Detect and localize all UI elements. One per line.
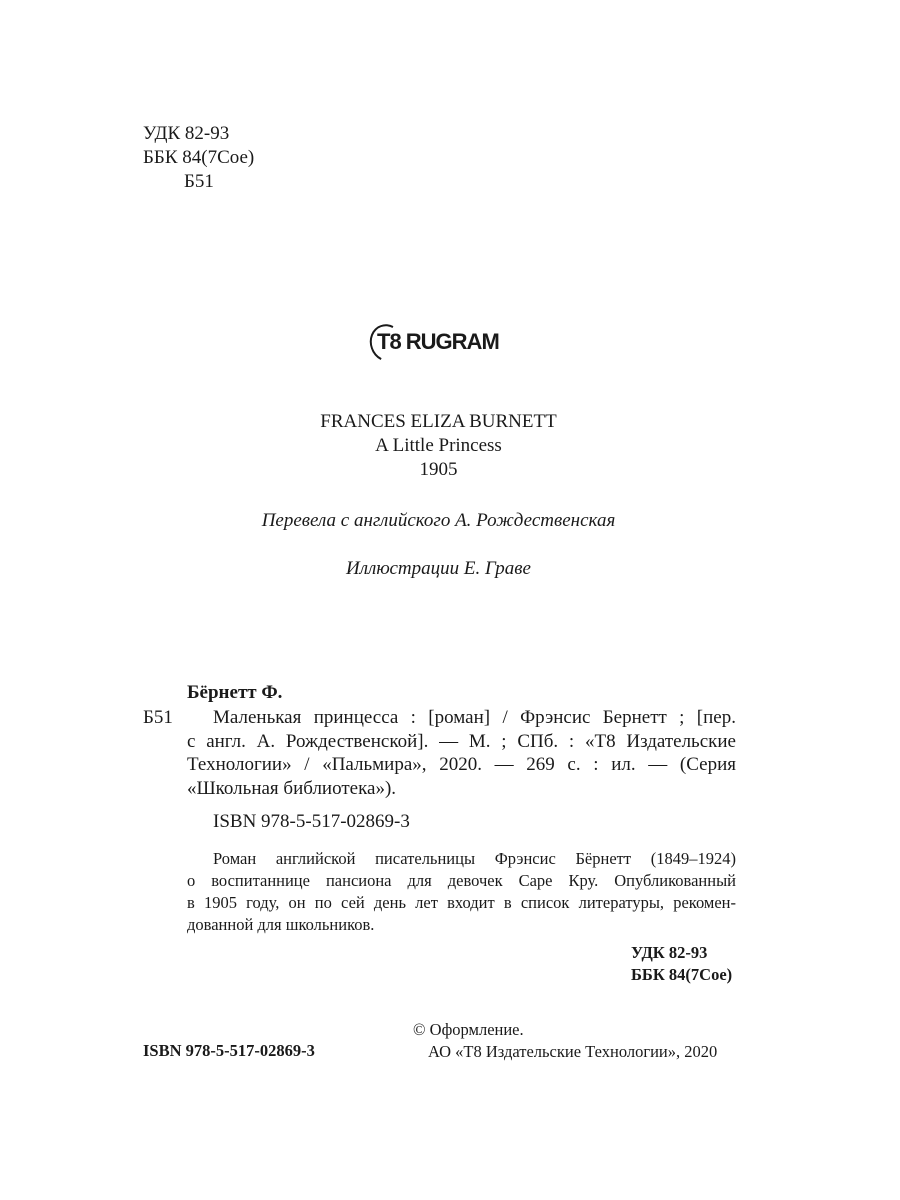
bbk-code: ББК 84(7Сое) <box>143 147 255 168</box>
annotation-line: дованной для школьников. <box>187 915 375 934</box>
catalog-description <box>187 706 736 800</box>
author-sign: Б51 <box>184 171 214 192</box>
original-title-block <box>0 410 877 482</box>
logo-text: T8 RUGRAM <box>377 329 499 354</box>
original-author: FRANCES ELIZA BURNETT <box>320 411 557 432</box>
udk-code-bottom: УДК 82-93 <box>631 943 708 962</box>
original-year: 1905 <box>419 459 458 480</box>
bbk-code-bottom: ББК 84(7Сое) <box>631 965 733 984</box>
catalog-code: Б51 <box>143 707 173 728</box>
publisher-logo <box>370 320 520 368</box>
footer-isbn: ISBN 978-5-517-02869-3 <box>143 1041 315 1060</box>
annotation-paragraph <box>187 848 736 936</box>
catalog-line: Технологии» / «Пальмира», 2020. — 269 с. : ил. — (Серия <box>187 754 736 775</box>
copyright-notice <box>413 1019 717 1063</box>
original-title: A Little Princess <box>375 435 502 456</box>
illustrator-credit: Иллюстрации Е. Граве <box>346 558 531 579</box>
catalog-isbn: ISBN 978-5-517-02869-3 <box>213 811 410 832</box>
translator-credit: Перевела с английского А. Рождественская <box>261 510 616 531</box>
classification-bottom <box>631 942 732 986</box>
annotation-line: в 1905 году, он по сей день лет входит в список литературы, рекомен- <box>187 893 736 912</box>
annotation-line: о воспитаннице пансиона для девочек Саре Кру. Опубликованный <box>187 871 736 890</box>
udk-code: УДК 82-93 <box>143 123 230 144</box>
classification-top <box>143 122 254 194</box>
catalog-line: Маленькая принцесса : [роман] / Фрэнсис Бернетт ; [пер. <box>213 707 736 728</box>
catalog-line: с англ. А. Рождественской]. — М. ; СПб. : «Т8 Издательские <box>187 730 736 752</box>
copyright-line-1: © Оформление. <box>413 1020 524 1039</box>
copyright-line-2: АО «Т8 Издательские Технологии», 2020 <box>428 1042 718 1061</box>
catalog-author-heading: Бёрнетт Ф. <box>187 682 283 703</box>
annotation-line: Роман английской писательницы Фрэнсис Бёрнетт (1849–1924) <box>213 849 736 868</box>
catalog-line: «Школьная библиотека»). <box>187 777 397 799</box>
